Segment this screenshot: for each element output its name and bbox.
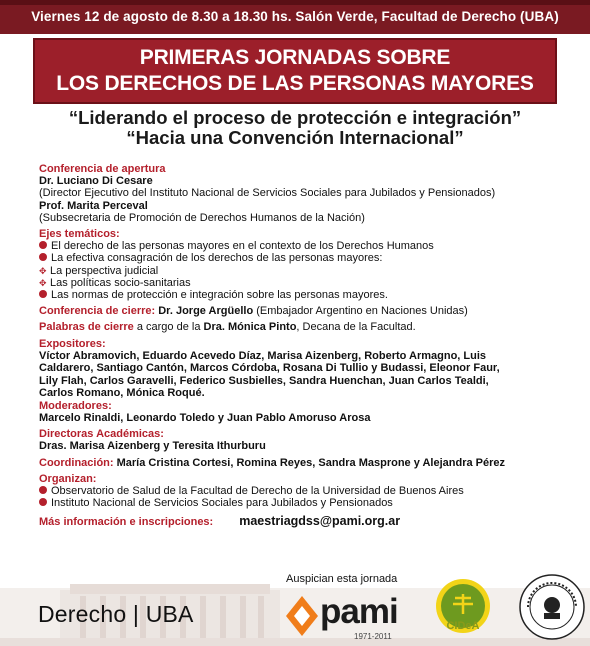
info-line — [39, 515, 579, 528]
expositores-line: Víctor Abramovich, Eduardo Acevedo Díaz, Marisa Aizenberg, Roberto Armagno, Luis — [39, 349, 487, 362]
pami-years: 1971-2011 — [354, 632, 392, 641]
title-banner — [33, 38, 557, 104]
subtitle-line-2: “Hacia una Convención Internacional” — [126, 127, 464, 148]
moderadores-text: Marcelo Rinaldi, Leonardo Toledo y Juan Pablo Amoruso Arosa — [39, 412, 371, 425]
ejes-item — [39, 252, 579, 264]
palabras-line — [39, 321, 579, 333]
diamond-bullet-icon: ✥ — [39, 265, 47, 276]
unr-seal-icon — [518, 573, 586, 641]
expositores-heading: Expositores: — [39, 337, 106, 350]
pami-symbol-icon — [284, 594, 320, 638]
organizan-heading: Organizan: — [39, 472, 97, 485]
apertura-role-2: (Subsecretaria de Promoción de Derechos Humanos de la Nación) — [39, 211, 365, 224]
ejes-item-text: Las normas de protección e integración sobre las personas mayores. — [51, 289, 388, 302]
pami-wordmark: pami — [320, 592, 398, 631]
expositores-line: Carlos Romano, Mónica Roqué. — [39, 387, 205, 400]
expositores-line: Caldarero, Santiago Cantón, Marcos Córdoba, Rosana Di Tullio y Budassi, Eleonor Faur, — [39, 362, 500, 375]
apertura-role-1: (Director Ejecutivo del Instituto Nacional de Servicios Sociales para Jubilados y Pensionados) — [39, 187, 496, 200]
ejes-item-text: El derecho de las personas mayores en el contexto de los Derechos Humanos — [51, 240, 434, 253]
event-date: Viernes 12 de agosto de 8.30 a 18.30 hs. Salón Verde, Facultad de Derecho (UBA) — [31, 9, 559, 24]
bullet-icon — [39, 241, 47, 249]
coordinacion-text: María Cristina Cortesi, Romina Reyes, Sandra Masprone y Alejandra Pérez — [116, 456, 506, 469]
unr-seal — [518, 573, 586, 641]
title-line-2: LOS DERECHOS DE LAS PERSONAS MAYORES — [56, 72, 534, 95]
cierre-speaker: Dr. Jorge Argüello — [158, 305, 254, 318]
bullet-icon — [39, 498, 47, 506]
top-banner — [0, 0, 590, 34]
expositores-line: Lily Flah, Carlos Garavelli, Federico Susbielles, Sandra Huenchan, Juan Carlos Tealdi, — [39, 374, 489, 387]
contact-email[interactable]: maestriagdss@pami.org.ar — [239, 514, 401, 529]
organizan-item — [39, 485, 579, 497]
info-heading: Más información e inscripciones: — [39, 516, 214, 529]
apertura-heading: Conferencia de apertura — [39, 163, 166, 175]
ejes-item — [39, 240, 579, 252]
ejes-heading: Ejes temáticos: — [39, 228, 120, 241]
organizan-item-text: Observatorio de Salud de la Facultad de Derecho de la Universidad de Buenos Aires — [51, 485, 464, 498]
derecho-uba-logo: Derecho | UBA — [38, 601, 194, 627]
ejes-subitem — [39, 265, 579, 277]
organizan-item-text: Instituto Nacional de Servicios Sociales para Jubilados y Pensionados — [51, 497, 393, 510]
ejes-item — [39, 289, 579, 301]
diamond-bullet-icon: ✥ — [39, 277, 47, 288]
palabras-text: , Decana de la Facultad. — [296, 321, 416, 334]
ejes-item-text: La efectiva consagración de los derechos de las personas mayores: — [51, 252, 383, 265]
program-content — [39, 163, 579, 529]
title-line-1: PRIMERAS JORNADAS SOBRE — [139, 46, 451, 69]
apertura-speaker-2: Prof. Marita Perceval — [39, 199, 148, 212]
subtitle-line-1: “Liderando el proceso de protección e integración” — [68, 107, 522, 128]
moderadores-heading: Moderadores: — [39, 399, 112, 412]
cierre-line — [39, 305, 579, 317]
top-banner-edge — [0, 0, 590, 5]
organizan-item — [39, 497, 579, 509]
ejes-subitem-text: La perspectiva judicial — [50, 264, 159, 277]
ejes-subitem — [39, 277, 579, 289]
sponsors-label: Auspician esta jornada — [286, 573, 398, 585]
cierre-role: (Embajador Argentino en Naciones Unidas) — [256, 305, 468, 318]
cierre-heading: Conferencia de cierre: — [39, 305, 156, 318]
coordinacion-line — [39, 457, 579, 469]
pami-logo — [284, 592, 419, 642]
bullet-icon — [39, 486, 47, 494]
cidea-logo — [433, 578, 493, 638]
cidea-wordmark: CIDeA — [446, 620, 480, 632]
palabras-text: a cargo de la — [133, 321, 204, 334]
directoras-heading: Directoras Académicas: — [39, 428, 164, 441]
ejes-subitem-text: Las políticas socio-sanitarias — [50, 276, 191, 289]
bullet-icon — [39, 253, 47, 261]
directoras-text: Dras. Marisa Aizenberg y Teresita Ithurburu — [39, 440, 266, 453]
coordinacion-heading: Coordinación: — [39, 456, 114, 469]
palabras-heading: Palabras de cierre — [39, 321, 134, 334]
palabras-speaker: Dra. Mónica Pinto — [203, 321, 297, 334]
bullet-icon — [39, 290, 47, 298]
apertura-speaker-1: Dr. Luciano Di Cesare — [39, 175, 153, 188]
